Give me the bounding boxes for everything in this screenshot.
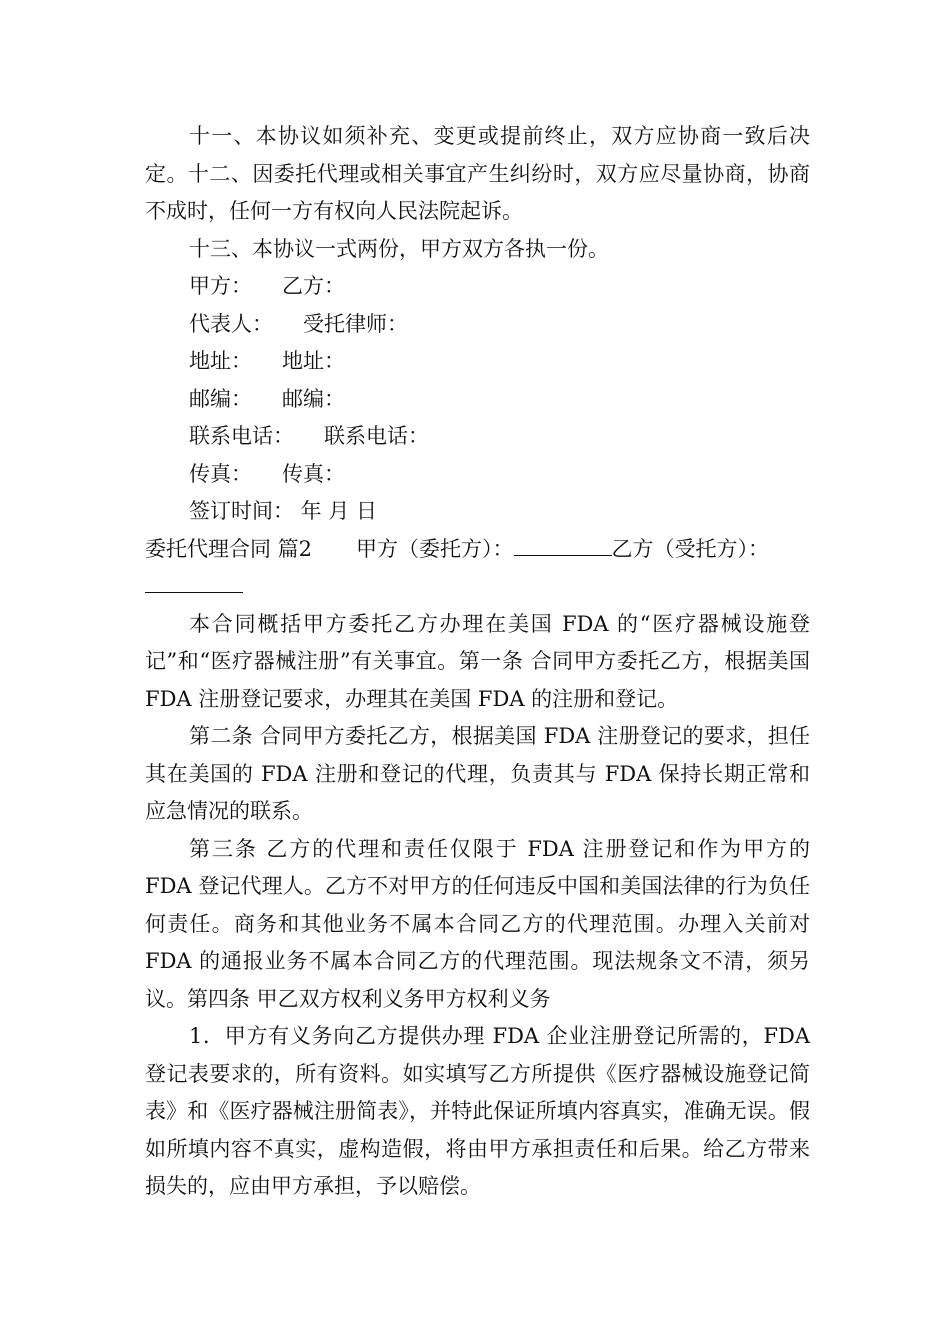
signature-fax-a-label: 传真：	[189, 461, 252, 486]
party-a-blank	[514, 533, 612, 556]
signature-fax-b-label: 传真：	[282, 461, 345, 486]
party-b-blank	[145, 570, 243, 593]
signature-party-b-label: 乙方：	[282, 274, 345, 298]
signature-postcode-b-label: 邮编：	[282, 386, 345, 411]
paragraph-article-3-4: 第三条 乙方的代理和责任仅限于 FDA 注册登记和作为甲方的 FDA 登记代理人。乙方不对甲方的任何违反中国和美国法律的行为负任何责任。商务和其他业务不属本合同乙方的代理范围。办理入关前对 FDA 的通报业务不属本合同乙方的代理范围。现法规条文不清，须另议。第四条 甲乙双方权利义务甲方权利义务	[145, 836, 810, 1011]
party-b-label: 乙方（受托方）：	[611, 536, 770, 561]
signature-row-fax	[145, 456, 810, 494]
contract-2-heading	[145, 531, 810, 569]
paragraph-clause-11-12: 十一、本协议如须补充、变更或提前终止，双方应协商一致后决定。十二、因委托代理或相关事宜产生纠纷时，双方应尽量协商，协商不成时，任何一方有权向人民法院起诉。	[145, 124, 810, 223]
document-page	[145, 118, 810, 1206]
signature-row-party	[145, 268, 810, 306]
signature-row-postcode	[145, 381, 810, 419]
signature-phone-a-label: 联系电话：	[189, 424, 294, 448]
paragraph-clause-13: 十三、本协议一式两份，甲方双方各执一份。	[189, 236, 609, 261]
paragraph-article-2: 第二条 合同甲方委托乙方，根据美国 FDA 注册登记的要求，担任其在美国的 FDA 注册和登记的代理，负责其与 FDA 保持长期正常和应急情况的联系。	[145, 724, 810, 823]
paragraph-intro-article-1: 本合同概括甲方委托乙方办理在美国 FDA 的“医疗器械设施登记”和“医疗器械注册”有关事宜。第一条 合同甲方委托乙方，根据美国 FDA 注册登记要求，办理其在美国 FDA 的注册和登记。	[145, 611, 810, 711]
signature-row-address	[145, 343, 810, 381]
party-b-blank-line	[145, 568, 810, 606]
signature-lawyer-label: 受托律师：	[303, 311, 408, 336]
signature-party-a-label: 甲方：	[189, 274, 252, 298]
signature-row-date: 签订时间： 年 月 日	[189, 499, 378, 523]
signature-phone-b-label: 联系电话：	[324, 424, 429, 448]
signature-address-b-label: 地址：	[282, 349, 345, 373]
signature-address-a-label: 地址：	[189, 349, 252, 373]
signature-representative-label: 代表人：	[189, 311, 273, 336]
paragraph-item-1: 1．甲方有义务向乙方提供办理 FDA 企业注册登记所需的，FDA 登记表要求的，所有资料。如实填写乙方所提供《医疗器械设施登记简表》和《医疗器械注册简表》，并特此保证所填内容真实，准确无误。假如所填内容不真实，虚构造假，将由甲方承担责任和后果。给乙方带来损失的，应由甲方承担，予以赔偿。	[145, 1024, 810, 1198]
party-a-label: 甲方（委托方）：	[356, 536, 514, 561]
contract-2-title: 委托代理合同 篇2	[145, 536, 313, 561]
signature-block	[145, 268, 810, 531]
signature-row-representative	[145, 306, 810, 344]
signature-postcode-a-label: 邮编：	[189, 386, 252, 411]
signature-row-phone	[145, 418, 810, 456]
